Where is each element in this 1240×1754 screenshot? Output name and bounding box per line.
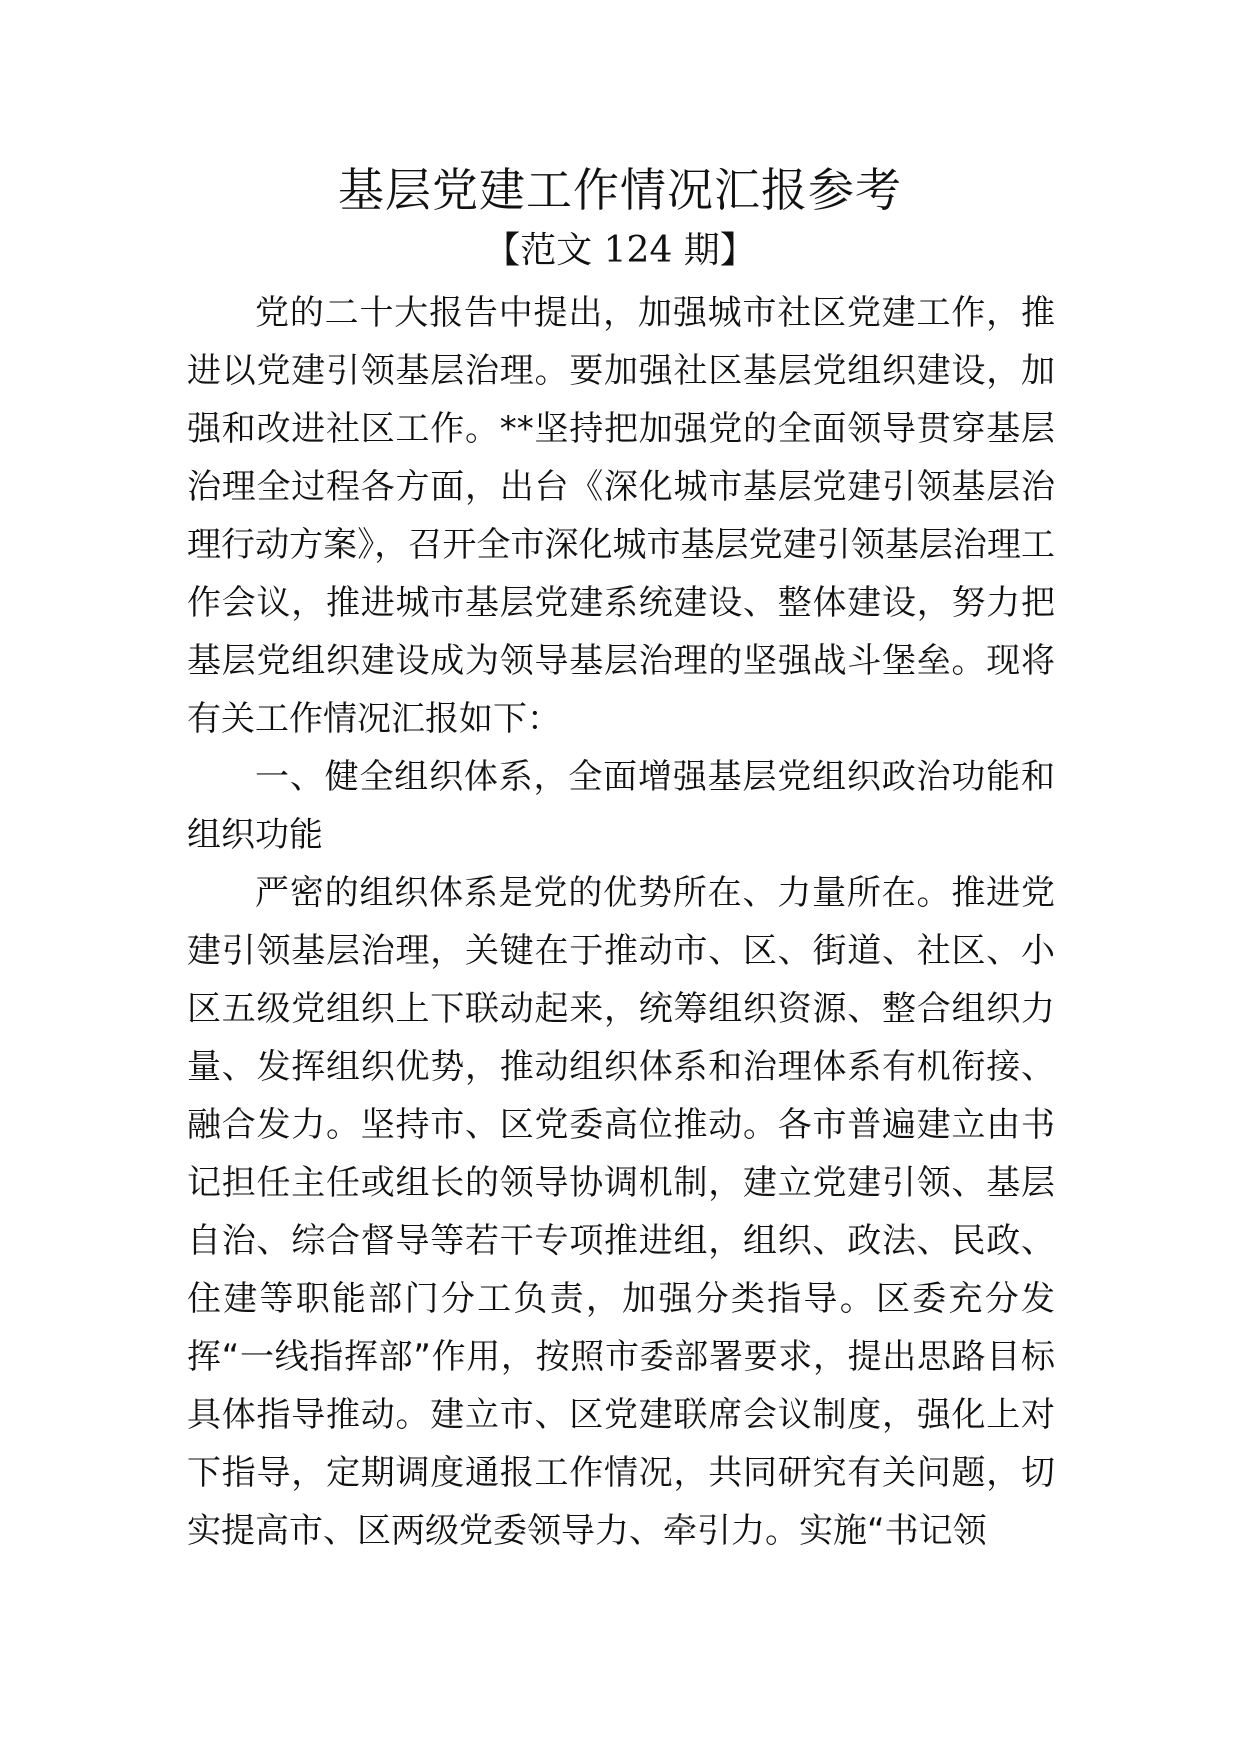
section-heading-1: 一、健全组织体系，全面增强基层党组织政治功能和组织功能 [187,757,1055,855]
body-paragraph-section-1: 严密的组织体系是党的优势所在、力量所在。推进党建引领基层治理，关键在于推动市、区、街道、社区、小区五级党组织上下联动起来，统筹组织资源、整合组织力量、发挥组织优势，推动组织体系和治理体系有机衔接、融合发力。坚持市、区党委高位推动。各市普遍建立由书记担任主任或组长的领导协调机制，建立党建引领、基层自治、综合督导等若干专项推进组，组织、政法、民政、住建等职能部门分工负责，加强分类指导。区委充分发挥“一线指挥部”作用，按照市委部署要求，提出思路目标具体指导推动。建立市、区党建联席会议制度，强化上对下指导，定期调度通报工作情况，共同研究有关问题，切实提高市、区两级党委领导力、牵引力。实施“书记领 [187,873,1055,1551]
document-title: 基层党建工作情况汇报参考 [338,163,902,217]
body-paragraph-intro: 党的二十大报告中提出，加强城市社区党建工作，推进以党建引领基层治理。要加强社区基层党组织建设，加强和改进社区工作。**坚持把加强党的全面领导贯穿基层治理全过程各方面，出台《深化城市基层党建引领基层治理行动方案》，召开全市深化城市基层党建引领基层治理工作会议，推进城市基层党建系统建设、整体建设，努力把基层党组织建设成为领导基层治理的坚强战斗堡垒。现将有关工作情况汇报如下： [187,293,1055,739]
document-body [187,284,1055,1560]
document-subtitle: 【范文 124 期】 [484,230,756,271]
